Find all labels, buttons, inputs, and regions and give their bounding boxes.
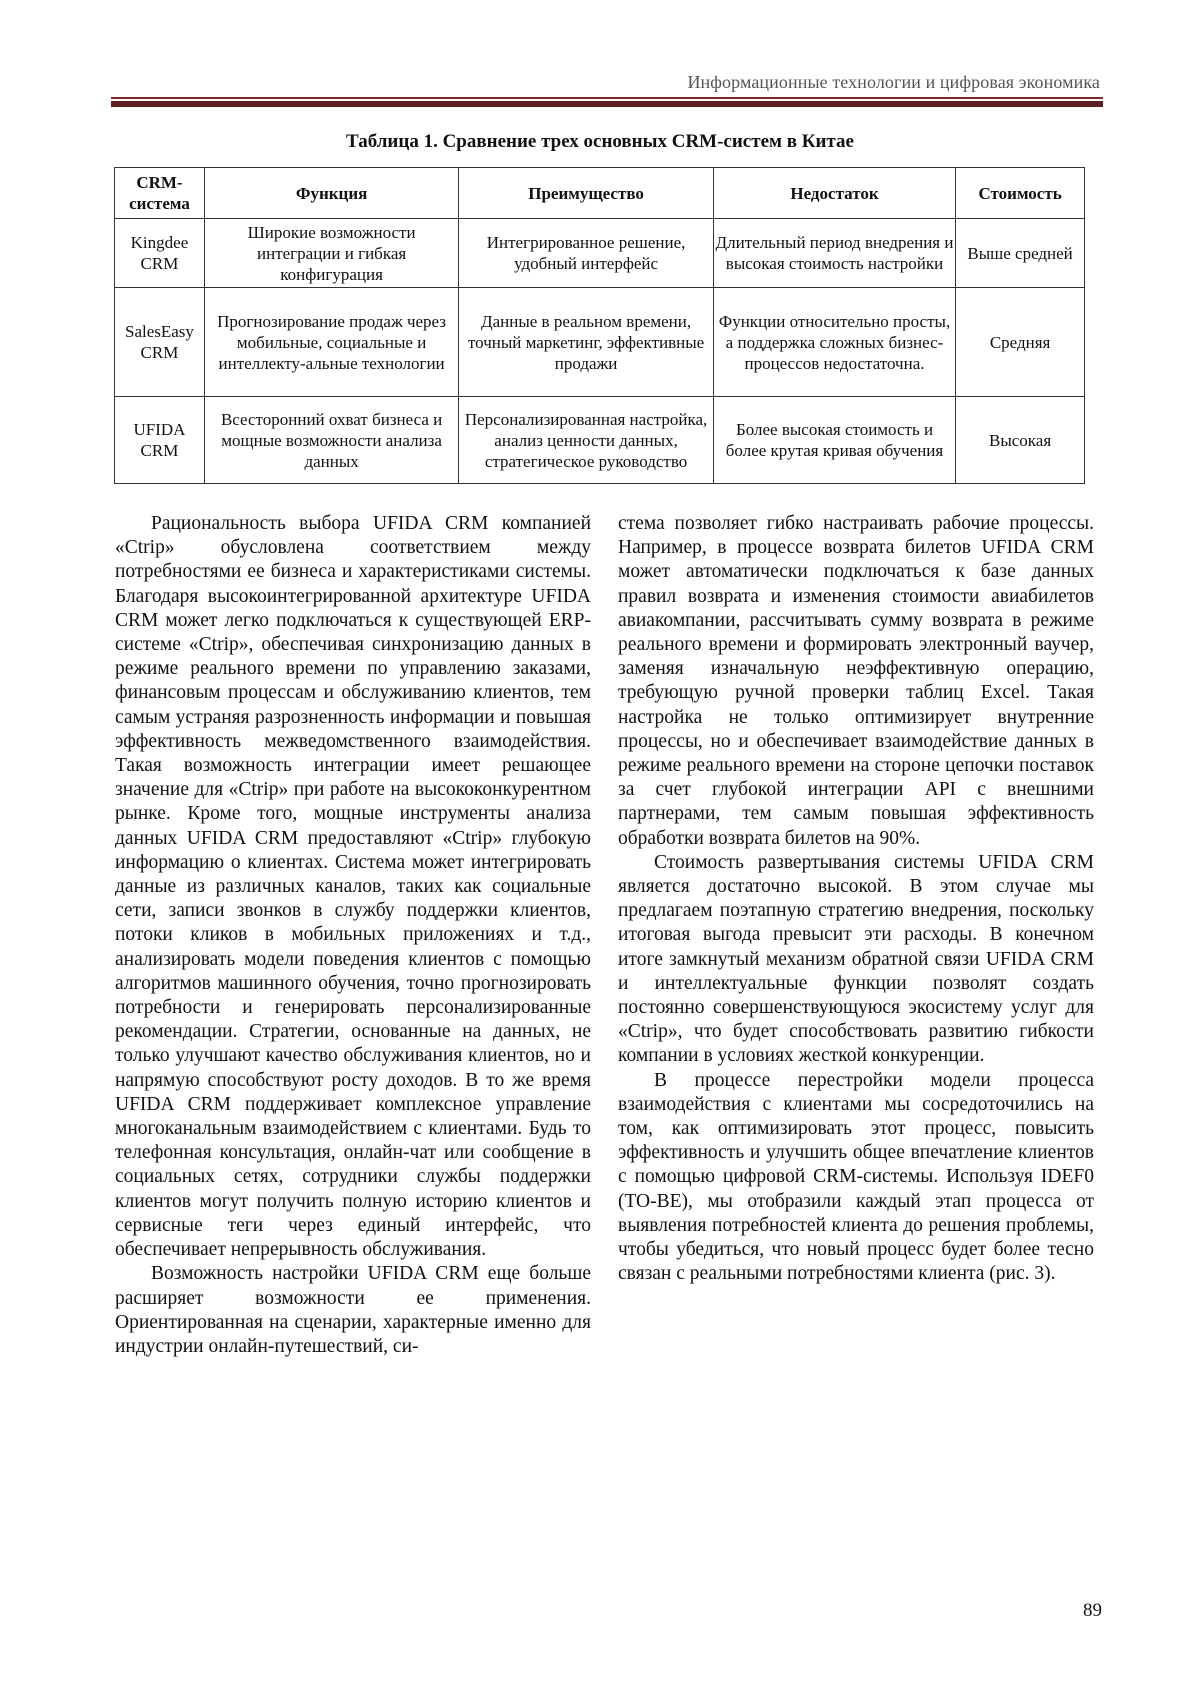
column-header-function: Функция xyxy=(204,168,458,219)
body-column-left xyxy=(115,512,591,1359)
cell-cost: Выше средней xyxy=(956,219,1085,288)
table-header-row xyxy=(115,168,1085,219)
paragraph: В процессе перестройки модели процесса взаимодействия с клиентами мы сосредоточились на том, как оптимизировать этот процесс, повысить эффективность и улучшить общее впечатление клиентов с помощью цифровой CRM-системы. Используя IDEF0 (TO-BE), мы отобразили каждый этап процесса от выявления потребностей клиента до решения проблемы, чтобы убедиться, что новый процесс будет более тесно связан с реальными потребностями клиента (рис. 3). xyxy=(618,1069,1094,1285)
cell-disadvantage: Более высокая стоимость и более крутая кривая обучения xyxy=(713,397,955,484)
body-column-right xyxy=(618,512,1094,1287)
cell-function: Широкие возможности интеграции и гибкая конфигурация xyxy=(204,219,458,288)
crm-comparison-table xyxy=(114,167,1085,484)
paragraph: Стоимость развертывания системы UFIDA CRM является достаточно высокой. В этом случае мы предлагаем поэтапную стратегию внедрения, поскольку итоговая выгода превысит эти расходы. В конечном итоге замкнутый механизм обратной связи UFIDA CRM и интеллектуальные функции позволят создать постоянно совершенствующуюся экосистему услуг для «Ctrip», что будет способствовать развитию гибкости компании в условиях жесткой конкуренции. xyxy=(618,851,1094,1067)
cell-function: Прогнозирование продаж через мобильные, социальные и интеллекту-альные технологии xyxy=(204,288,458,397)
cell-system: SalesEasy CRM xyxy=(115,288,205,397)
header-rule-thin xyxy=(111,97,1103,99)
cell-advantage: Данные в реальном времени, точный маркетинг, эффективные продажи xyxy=(459,288,714,397)
cell-function: Всесторонний охват бизнеса и мощные возможности анализа данных xyxy=(204,397,458,484)
header-rule-thick xyxy=(111,101,1103,107)
paragraph: Возможность настройки UFIDA CRM еще больше расширяет возможности ее применения. Ориентированная на сценарии, характерные именно для индустрии онлайн-путешествий, си- xyxy=(115,1263,591,1357)
cell-advantage: Интегрированное решение, удобный интерфейс xyxy=(459,219,714,288)
column-header-cost: Стоимость xyxy=(956,168,1085,219)
table-row xyxy=(115,288,1085,397)
cell-disadvantage: Длительный период внедрения и высокая стоимость настройки xyxy=(713,219,955,288)
cell-disadvantage: Функции относительно просты, а поддержка сложных бизнес-процессов недостаточна. xyxy=(713,288,955,397)
cell-cost: Высокая xyxy=(956,397,1085,484)
paragraph: Рациональность выбора UFIDA CRM компанией «Ctrip» обусловлена соответствием между потребностями ее бизнеса и характеристиками системы. Благодаря высокоинтегрированной архитектуре UFIDA CRM может легко подключаться к существующей ERP-системе «Ctrip», обеспечивая синхронизацию данных в режиме реального времени по управлению заказами, финансовым процессам и обслуживанию клиентов, тем самым устраняя разрозненность информации и повышая эффективность межведомственного взаимодействия. Такая возможность интеграции имеет решающее значение для «Ctrip» при работе на высококонкурентном рынке. Кроме того, мощные инструменты анализа данных UFIDA CRM предоставляют «Ctrip» глубокую информацию о клиентах. Система может интегрировать данные из различных каналов, таких как социальные сети, записи звонков в службу поддержки клиентов, потоки кликов в мобильных приложениях и т.д., анализировать модели поведения клиентов с помощью алгоритмов машинного обучения, точно прогнозировать потребности и генерировать персонализированные рекомендации. Стратегии, основанные на данных, не только улучшают качество обслуживания клиентов, но и напрямую способствуют росту доходов. В то же время UFIDA CRM поддерживает комплексное управление многоканальным взаимодействием с клиентами. Будь то телефонная консультация, онлайн-чат или сообщение в социальных сетях, сотрудники службы поддержки клиентов могут получить полную историю клиентов и сервисные теги через единый интерфейс, что обеспечивает непрерывность обслуживания. xyxy=(115,513,591,1261)
table-row xyxy=(115,397,1085,484)
column-header-advantage: Преимущество xyxy=(459,168,714,219)
page-number: 89 xyxy=(1083,1600,1102,1621)
table-row xyxy=(115,219,1085,288)
cell-advantage: Персонализированная настройка, анализ ценности данных, стратегическое руководство xyxy=(459,397,714,484)
paragraph-continued: стема позволяет гибко настраивать рабочие процессы. Например, в процессе возврата билетов UFIDA CRM может автоматически подключаться к базе данных правил возврата и изменения стоимости авиабилетов авиакомпании, рассчитывать сумму возврата в режиме реального времени и формировать электронный ваучер, заменяя изначальную неэффективную операцию, требующую ручной проверки таблиц Excel. Такая настройка не только оптимизирует внутренние процессы, но и обеспечивает взаимодействие данных в режиме реального времени на стороне цепочки поставок за счет глубокой интеграции API с внешними партнерами, тем самым повышая эффективность обработки возврата билетов на 90%. xyxy=(618,513,1094,849)
cell-system: UFIDA CRM xyxy=(115,397,205,484)
cell-cost: Средняя xyxy=(956,288,1085,397)
table-caption: Таблица 1. Сравнение трех основных CRM-систем в Китае xyxy=(346,131,854,152)
running-header-title: Информационные технологии и цифровая экономика xyxy=(687,72,1100,92)
column-header-disadvantage: Недостаток xyxy=(713,168,955,219)
cell-system: Kingdee CRM xyxy=(115,219,205,288)
column-header-system: CRM-система xyxy=(115,168,205,219)
